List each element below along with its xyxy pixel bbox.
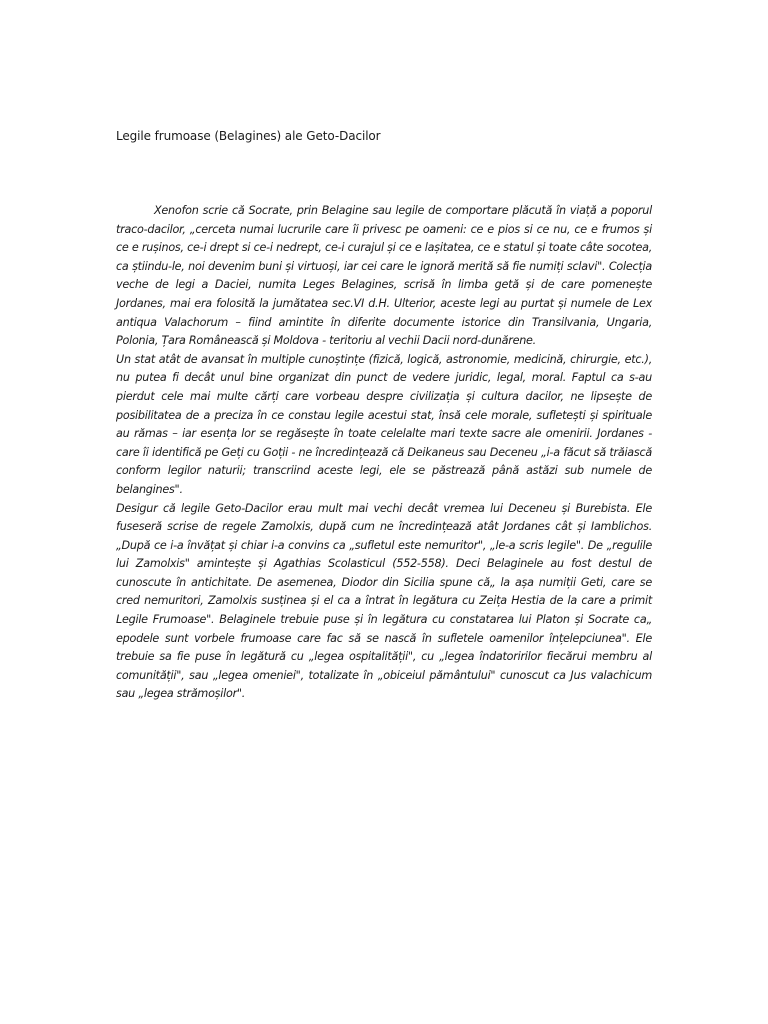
paragraph-xenofon: Xenofon scrie că Socrate, prin Belagine sau legile de comportare plăcută în viață a poporul traco-dacilor, „cerceta numai lucrurile care îi privesc pe oameni: ce e pios si ce nu, ce e frumos și ce e rușinos, ce-i drept si ce-i nedrept, ce-i curajul și ce e lașitatea, ce e statul și toate câte socotea, ca știindu-le, noi devenim buni și virtuoși, iar cei care le ignoră merită să fie numiți sclavi". Colecția veche de legi a Daciei, numita Leges Belagines, scrisă în limba getă și de care pomenește Jordanes, mai era folosită la jumătatea sec.VI d.H. Ulterior, aceste legi au purtat și numele de Lex antiqua Valachorum – fiind amintite în diferite documente istorice din Transilvania, Ungaria, Polonia, Țara Românească și Moldova - teritoriu al vechii Dacii nord-dunărene. [116,204,652,348]
document-body [116,202,652,704]
document-title: Legile frumoase (Belagines) ale Geto-Dacilor [116,129,381,143]
paragraph-zamolxis: Desigur că legile Geto-Dacilor erau mult mai vechi decât vremea lui Deceneu și Burebista. Ele fuseseră scrise de regele Zamolxis, după cum ne încredințează atât Jordanes cât și Iamblichos. „După ce i-a învățat și chiar i-a convins ca „sufletul este nemuritor", „le-a scris legile". De „regulile lui Zamolxis" amintește și Agathias Scolasticul (552-558). Deci Belaginele au fost destul de cunoscute în antichitate. De asemenea, Diodor din Sicilia spune că„ la așa numiții Geti, care se cred nemuritori, Zamolxis susținea și el ca a întrat în legătura cu Zeița Hestia de la care a primit Legile Frumoase". Belaginele trebuie puse și în legătura cu constatarea lui Platon și Socrate ca„ epodele sunt vorbele frumoase care fac să se nască în sufletele oamenilor înțelepciunea". Ele trebuie sa fie puse în legătură cu „legea ospitalității", cu „legea îndatoririlor fiecărui membru al comunității", sau „legea omeniei", totalizate în „obiceiul pământului" cunoscut ca Jus valachicum sau „legea strămoșilor". [116,501,652,701]
paragraph-stat-avansat: Un stat atât de avansat în multiple cunoștințe (fizică, logică, astronomie, medicină, chirurgie, etc.), nu putea fi decât unul bine organizat din punct de vedere juridic, legal, moral. Faptul ca s-au pierdut cele mai multe cărți care vorbeau despre civilizația și cultura dacilor, ne lipsește de posibilitatea de a preciza în ce constau legile acestui stat, însă cele morale, sufletești și spirituale au rămas – iar esența lor se regăsește în toate celelalte mari texte sacre ale omenirii. Jordanes - care îi identifică pe Geți cu Goții - ne încredințează că Deikaneus sau Deceneu „i-a făcut să trăiască conform legilor naturii; transcriind aceste legi, ele se păstrează până astăzi sub numele de belangines". [116,352,652,496]
